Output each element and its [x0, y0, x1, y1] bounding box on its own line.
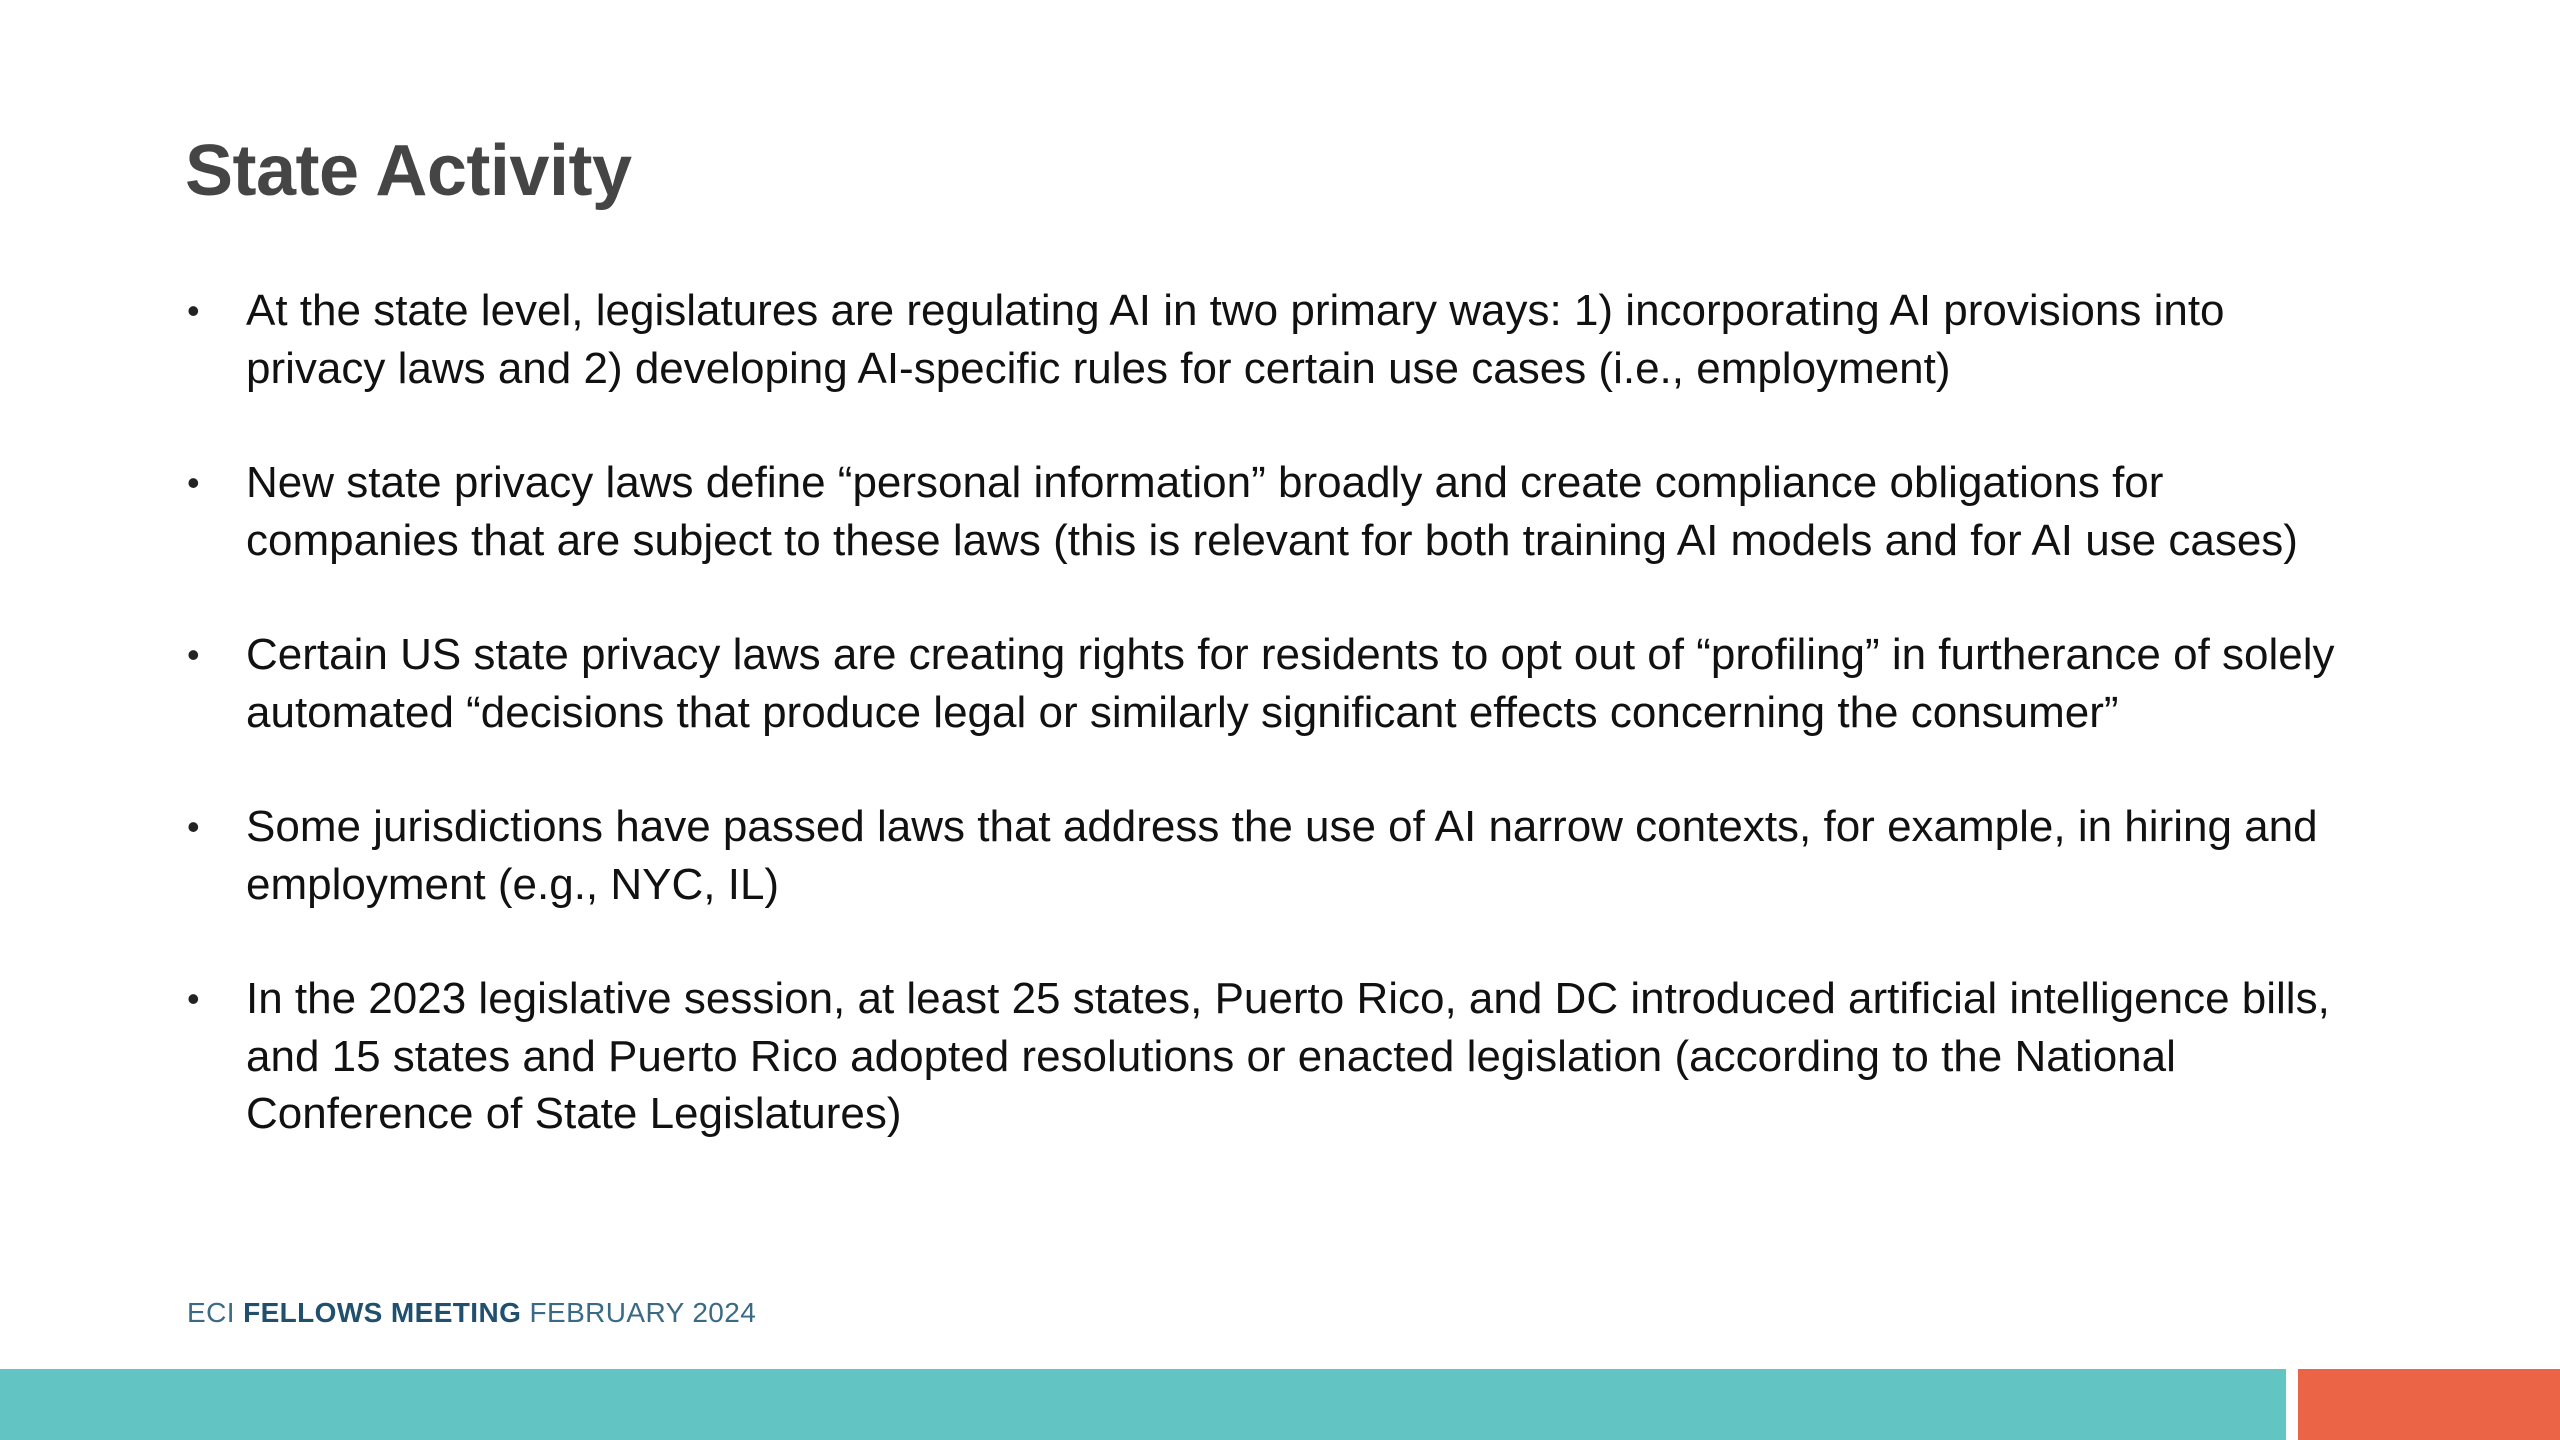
footer-date: FEBRUARY 2024 — [529, 1297, 757, 1328]
bullet-text: New state privacy laws define “personal information” broadly and create compliance obligations for companies that are subject to these laws (this is relevant for both training AI models and for AI use cases) — [246, 458, 2298, 565]
bullet-marker: • — [187, 462, 200, 503]
bullet-list — [185, 282, 2365, 1200]
footer-org: ECI — [187, 1297, 235, 1328]
bullet-marker: • — [187, 978, 200, 1019]
footer-label — [187, 1297, 756, 1329]
footer-orange-bar — [2298, 1369, 2560, 1440]
bullet-item — [185, 970, 2365, 1143]
bullet-item — [185, 798, 2365, 913]
slide-title: State Activity — [185, 131, 632, 211]
bullet-marker: • — [187, 806, 200, 847]
bullet-text: At the state level, legislatures are regulating AI in two primary ways: 1) incorporating AI provisions into privacy laws and 2) developing AI-specific rules for certain use cases (i.e., employment) — [246, 286, 2225, 393]
bullet-marker: • — [187, 290, 200, 331]
bullet-item — [185, 626, 2365, 741]
bullet-marker: • — [187, 634, 200, 675]
bullet-text: Certain US state privacy laws are creating rights for residents to opt out of “profiling” in furtherance of solely automated “decisions that produce legal or similarly significant effects concerning the consumer” — [246, 630, 2335, 737]
footer-event: FELLOWS MEETING — [243, 1297, 522, 1328]
bullet-text: In the 2023 legislative session, at least 25 states, Puerto Rico, and DC introduced artificial intelligence bills, and 15 states and Puerto Rico adopted resolutions or enacted legislation (according to the National Conference of State Legislatures) — [246, 974, 2330, 1138]
bullet-item — [185, 282, 2365, 397]
bullet-text: Some jurisdictions have passed laws that address the use of AI narrow contexts, for example, in hiring and employment (e.g., NYC, IL) — [246, 802, 2318, 909]
footer-teal-bar — [0, 1369, 2286, 1440]
bullet-item — [185, 454, 2365, 569]
